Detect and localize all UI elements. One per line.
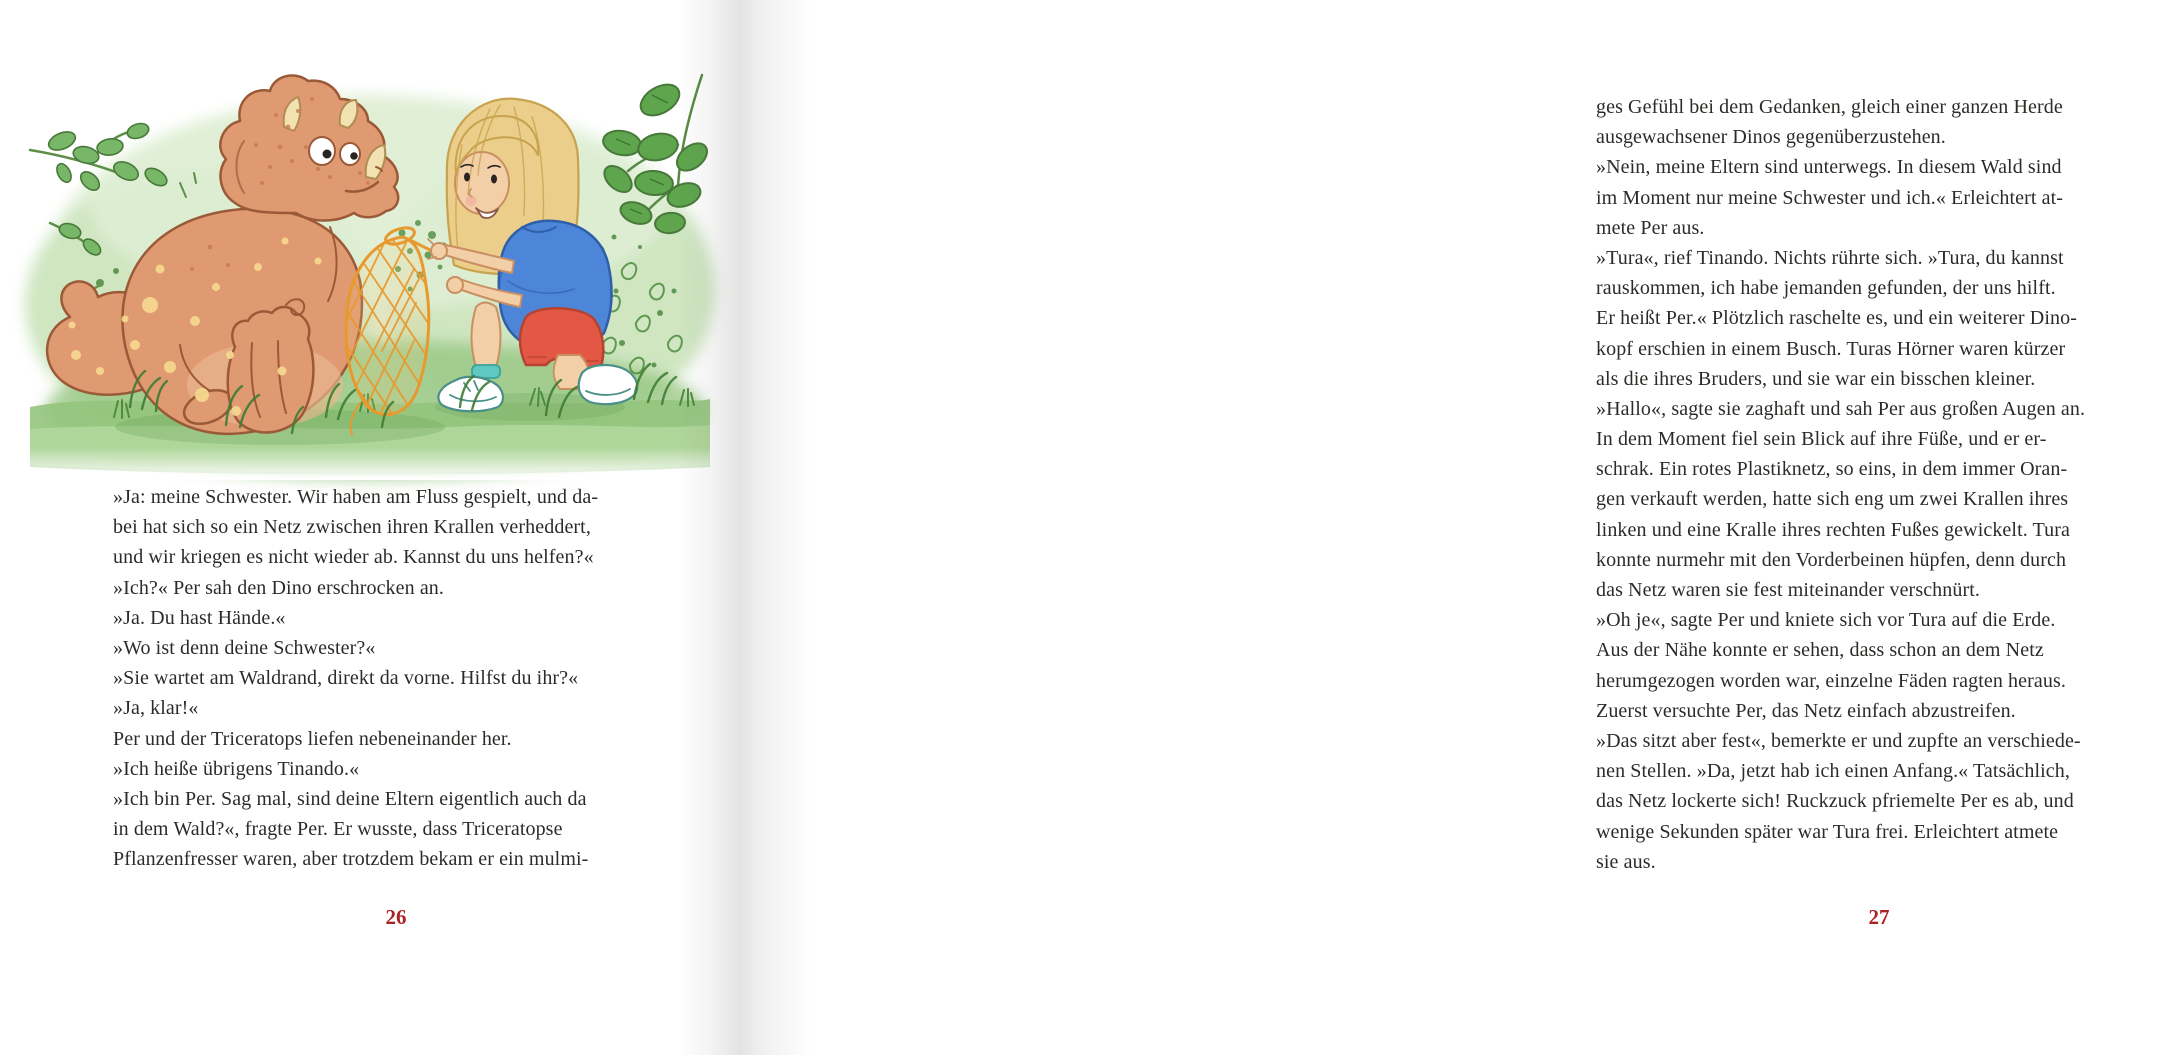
girl-hand — [447, 277, 463, 293]
text-line: mete Per aus. — [1596, 216, 1705, 239]
right-text-block — [1596, 92, 2162, 877]
text-line: »Ja: meine Schwester. Wir haben am Fluss gespielt, und da- — [113, 486, 599, 508]
text-line: das Netz lockerte sich! Ruckzuck pfriemelte Per es ab, und — [1596, 790, 2074, 813]
text-line: Er heißt Per.« Plötzlich raschelte es, und ein weiterer Dino- — [1596, 307, 2077, 330]
text-line: »Tura«, rief Tinando. Nichts rührte sich. »Tura, du kannst — [1596, 246, 2064, 269]
text-line: »Ich?« Per sah den Dino erschrocken an. — [113, 576, 444, 599]
text-line: »Ja. Du hast Hände.« — [113, 606, 286, 629]
text-line: das Netz waren sie fest miteinander verschnürt. — [1596, 579, 1980, 601]
left-page — [0, 0, 750, 1055]
text-line: Per und der Triceratops liefen nebeneinander her. — [113, 727, 512, 750]
girl-right-sneaker — [579, 365, 638, 404]
text-line: »Sie wartet am Waldrand, direkt da vorne. Hilfst du ihr?« — [113, 667, 579, 690]
story-illustration — [30, 55, 710, 480]
page-number-right: 27 — [1868, 905, 1890, 929]
text-line: herumgezogen worden war, einzelne Fäden ragten heraus. — [1596, 669, 2066, 692]
text-line: ges Gefühl bei dem Gedanken, gleich einer ganzen Herde — [1596, 96, 2063, 118]
bottom-fade — [30, 447, 710, 480]
text-line: wenige Sekunden später war Tura frei. Erleichtert atmete — [1596, 820, 2059, 843]
text-line: »Nein, meine Eltern sind unterwegs. In diesem Wald sind — [1596, 156, 2062, 179]
text-line: »Ich heiße übrigens Tinando.« — [113, 757, 360, 780]
text-line: Aus der Nähe konnte er sehen, dass schon an dem Netz — [1596, 639, 2044, 662]
text-line: als die ihres Bruders, und sie war ein bisschen kleiner. — [1596, 367, 2036, 390]
girl-face — [455, 152, 509, 214]
page-number-left: 26 — [385, 905, 407, 929]
text-line: kopf erschien in einem Busch. Turas Hörner waren kürzer — [1596, 337, 2066, 360]
right-page — [750, 0, 2086, 1055]
text-line: linken und eine Kralle ihres rechten Fußes gewickelt. Tura — [1596, 518, 2071, 541]
text-line: rauskommen, ich habe jemanden gefunden, der uns hilft. — [1596, 277, 2056, 300]
text-line: In dem Moment fiel sein Blick auf ihre Füße, und er er- — [1596, 428, 2047, 451]
text-line: schrak. Ein rotes Plastiknetz, so eins, in dem immer Oran- — [1596, 458, 2068, 481]
text-line: ausgewachsener Dinos gegenüberzustehen. — [1596, 126, 1946, 149]
text-line: bei hat sich so ein Netz zwischen ihren Krallen verheddert, — [113, 516, 591, 539]
text-line: in dem Wald?«, fragte Per. Er wusste, dass Triceratopse — [113, 818, 563, 841]
text-line: gen verkauft werden, hatte sich eng um zwei Krallen ihres — [1596, 488, 2069, 511]
text-line: »Oh je«, sagte Per und kniete sich vor Tura auf die Erde. — [1596, 609, 2056, 632]
text-line: sie aus. — [1596, 850, 1656, 873]
text-line: »Ich bin Per. Sag mal, sind deine Eltern eigentlich auch da — [113, 787, 587, 810]
text-line: im Moment nur meine Schwester und ich.« Erleichtert at- — [1596, 186, 2064, 209]
text-line: »Wo ist denn deine Schwester?« — [113, 636, 376, 659]
text-line: und wir kriegen es nicht wieder ab. Kannst du uns helfen?« — [113, 546, 594, 569]
text-line: Pflanzenfresser waren, aber trotzdem bekam er ein mulmi- — [113, 848, 589, 871]
text-line: »Hallo«, sagte sie zaghaft und sah Per aus großen Augen an. — [1596, 397, 2086, 420]
text-line: konnte nurmehr mit den Vorderbeinen hüpfen, denn durch — [1596, 548, 2067, 571]
text-line: »Ja, klar!« — [113, 697, 199, 720]
text-line: »Das sitzt aber fest«, bemerkte er und zupfte an verschiede- — [1596, 729, 2081, 752]
left-text-block — [113, 482, 679, 874]
text-line: Zuerst versuchte Per, das Netz einfach abzustreifen. — [1596, 699, 2016, 722]
text-line: nen Stellen. »Da, jetzt hab ich einen Anfang.« Tatsächlich, — [1596, 760, 2070, 783]
